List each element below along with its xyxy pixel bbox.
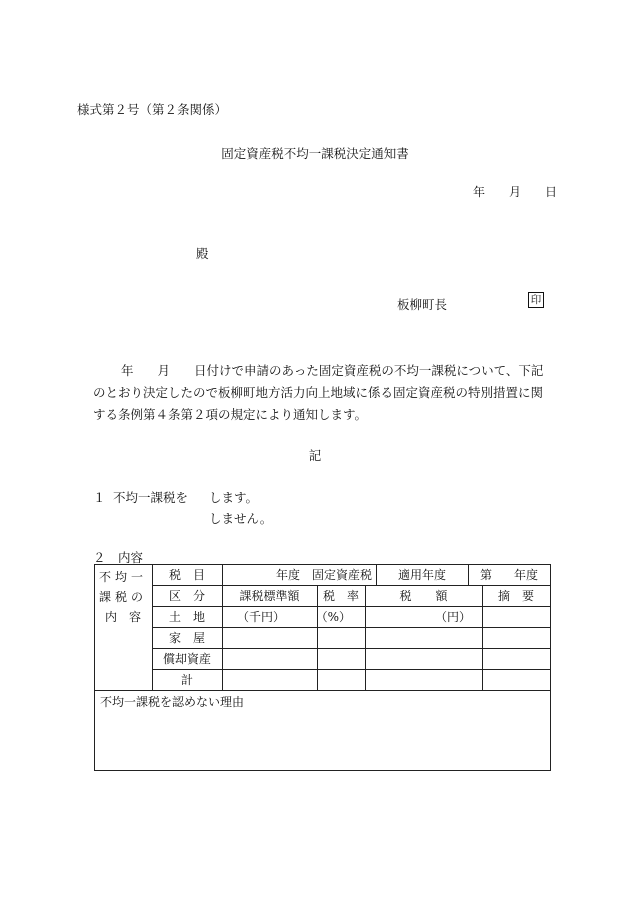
document-title: 固定資産税不均一課税決定通知書 [221,146,409,161]
left-header-line2: 課税の [98,589,147,604]
table-border-right [550,564,551,771]
notice-body [93,360,555,426]
row-label-kaoku: 家 屋 [168,631,205,645]
reason-label: 不均一課税を認めない理由 [100,695,245,709]
table-line [468,564,469,585]
addressee-suffix: 殿 [196,246,209,261]
issuer-name: 板柳町長 [397,297,448,312]
date-day: 日 [544,185,557,199]
tekiyo-label: 摘 要 [497,589,534,603]
item1-label: 不均一課税を [113,490,189,505]
zeimoku-label: 税 目 [168,568,205,582]
zeiritsu-label: 税 率 [322,589,359,603]
item2-label: ２ 内容 [93,550,144,565]
ki-heading: 記 [308,448,322,463]
date-year: 年 [472,185,485,199]
date-month: 月 [508,185,521,199]
row-label-tochi: 土 地 [168,610,205,624]
left-header-line3: 内 容 [104,609,141,624]
item1-option-yes: します。 [209,490,259,505]
kubun-label: 区 分 [168,589,205,603]
date-line [473,183,557,200]
table-border-bottom [94,770,550,771]
body-month: 月 [157,363,171,378]
row-label-kei: 計 [180,673,193,687]
form-number: 様式第２号（第２条関係） [77,102,228,117]
nendo-label: 年度 [514,568,539,582]
unit-percent: （%） [315,610,351,624]
item1-option-no: しません。 [209,511,273,526]
kazei-hyojungaku-label: 課税標準額 [239,589,300,603]
tekiyo-nendo-label: 適用年度 [397,568,446,582]
body-sentence: 日付けで申請のあった固定資産税の不均一課税について、下記のとおり決定したので板柳町地方活力向上地域に係る固定資産税の特別措置に関する条例第４条第２項の規定により通知します。 [93,363,544,422]
body-year: 年 [121,363,134,378]
nendo-kotei-shisanzei: 年度 固定資産税 [275,568,372,582]
content-table [94,564,550,771]
row-label-shokyaku-shisan: 償却資産 [162,652,211,666]
unit-en: （円） [434,610,471,624]
item1-number: １ [93,490,106,505]
seal-mark: 印 [528,292,544,308]
dai-label: 第 [480,568,493,582]
left-header-line1: 不均一 [98,569,147,584]
unit-senen: （千円） [236,610,285,624]
zeigaku-label: 税 額 [399,589,448,603]
